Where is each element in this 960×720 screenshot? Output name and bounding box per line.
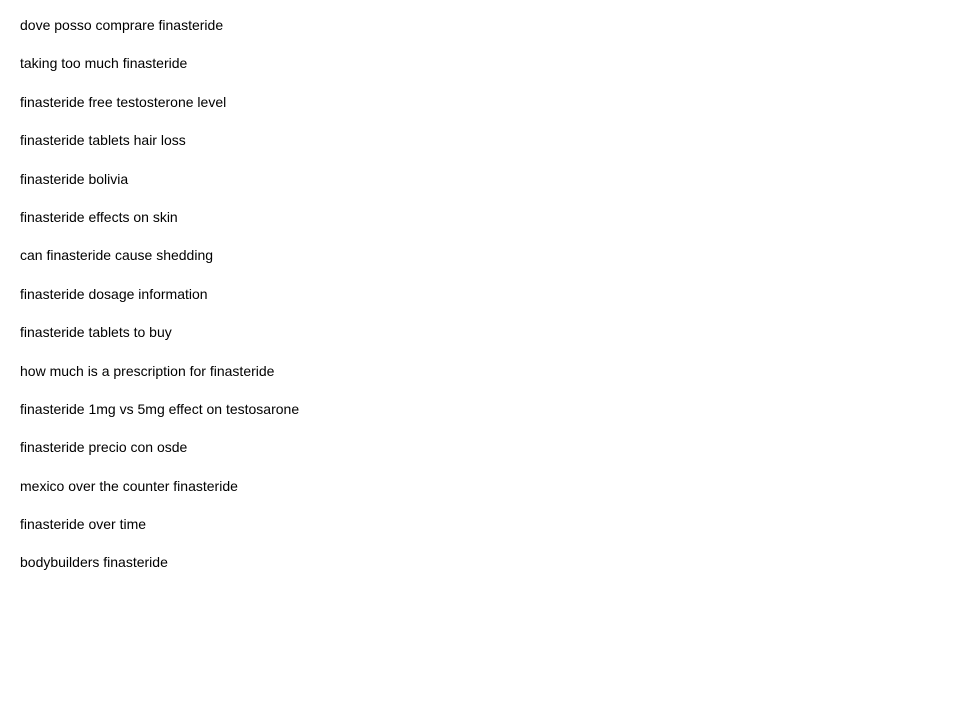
text-line-list xyxy=(20,15,920,591)
text-line: finasteride dosage information xyxy=(20,285,208,302)
text-line: finasteride tablets to buy xyxy=(20,324,172,341)
text-line: finasteride free testosterone level xyxy=(20,93,227,110)
text-line: taking too much finasteride xyxy=(20,55,188,72)
text-line: finasteride over time xyxy=(20,516,147,533)
text-line: bodybuilders finasteride xyxy=(20,554,168,571)
text-line: mexico over the counter finasteride xyxy=(20,477,238,494)
text-line: finasteride precio con osde xyxy=(20,439,188,456)
text-line: finasteride tablets hair loss xyxy=(20,132,186,149)
text-line: can finasteride cause shedding xyxy=(20,247,214,264)
text-line: finasteride bolivia xyxy=(20,170,129,187)
text-line: dove posso comprare finasteride xyxy=(20,17,224,33)
text-line: how much is a prescription for finasteride xyxy=(20,362,275,379)
text-line: finasteride effects on skin xyxy=(20,208,178,225)
text-line: finasteride 1mg vs 5mg effect on testosarone xyxy=(20,400,300,417)
